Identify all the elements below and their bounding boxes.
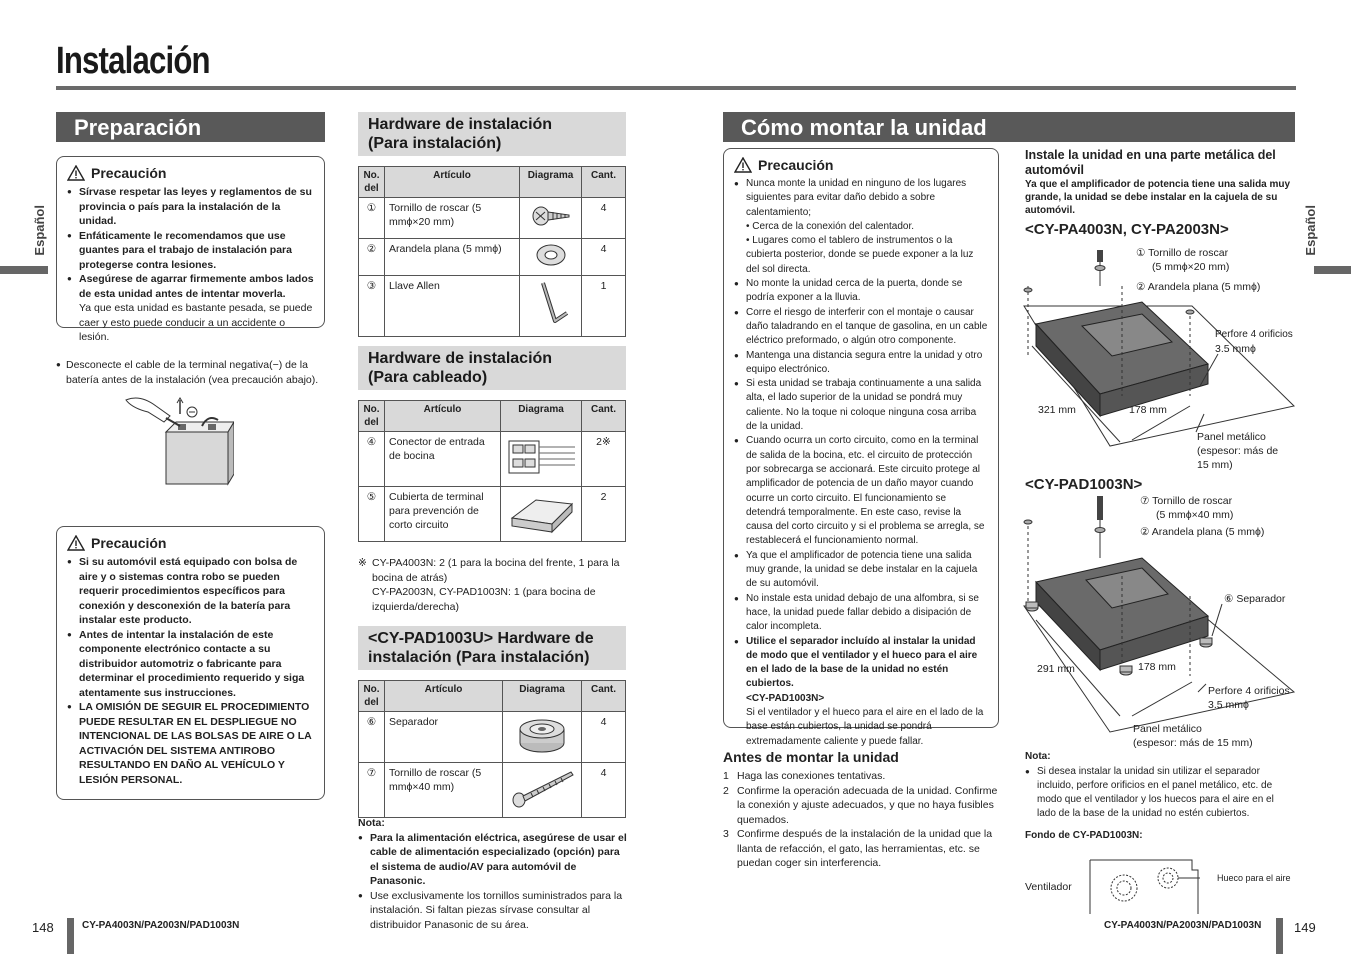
air-hole-label: Hueco para el aire — [1217, 873, 1291, 883]
list-item: ● Para la alimentación eléctrica, asegúrese de usar el cable de alimentación especializado (opción) para el sistema de audio/AV para automóvil de Panasonic. — [358, 831, 628, 889]
install-instructions: Instale la unidad en una parte metálica del automóvil Ya que el amplificador de potencia tiene una salida muy grande, la unidad se debe instalar en la cajuela de su automóvil. <CY-PA4003N, CY-PA2003N> — [1025, 148, 1297, 238]
vent-label: Ventilador — [1025, 881, 1072, 893]
list-item: ● Si esta unidad se trabaja continuamente a una salida alta, el lado superior de la unidad se pondrá muy caliente. No la toque ni coloque ninguna cosa arriba de la unidad. — [734, 377, 988, 434]
d2-dim-a: 291 mm — [1037, 663, 1075, 675]
list-item: <CY-PAD1003N> — [746, 692, 825, 704]
d1-screw: ① Tornillo de roscar (5 mmϕ×20 mm) — [1136, 247, 1230, 273]
warning-icon — [67, 165, 85, 181]
hw2-table — [358, 400, 626, 542]
list-item: ● Cuando ocurra un corto circuito, como en la terminal de salida de la bocina, etc. el circuito de protección por sobrecarga se accionará. Este circuito protege al amplificador de potencia de un daño mayor cuando ocurre un corto circuito. El funcionamiento se detendrá temporalmente. En este caso, revise la causa del corto circuito y si el problema se arregla, se restablecerá el funcionamiento normal. — [734, 434, 988, 548]
list-item: Ya que esta unidad es bastante pesada, se puede caer y esto puede conducir a un accidente o lesión. — [79, 302, 313, 343]
d2-washer: ② Arandela plana (5 mmϕ) — [1140, 526, 1265, 538]
page-number-left: 148 — [32, 920, 54, 935]
side-language-label-left: Español — [32, 205, 47, 256]
model-heading-1: <CY-PA4003N, CY-PA2003N> — [1025, 221, 1229, 238]
spacer-icon — [517, 715, 567, 755]
hw3-title: <CY-PAD1003U> Hardware de instalación (Para instalación) — [358, 626, 626, 670]
d2-dim-b: 178 mm — [1138, 661, 1176, 673]
table-row: ⑥ Separador 4 — [359, 712, 626, 763]
list-item: ● Mantenga una distancia segura entre la unidad y otro equipo electrónico. — [734, 349, 988, 378]
terminal-cover-icon — [506, 490, 576, 534]
d1-washer: ② Arandela plana (5 mmϕ) — [1136, 281, 1261, 293]
hw3-notes: Nota: ● Para la alimentación eléctrica, asegúrese de usar el cable de alimentación especializado (opción) para el sistema de audio/AV para automóvil de Panasonic. ● Use exclusivamente los tornillos suministrados para la instalación. Si faltan piezas sírvase consultar al distribuidor Panasonic de su área. — [358, 816, 628, 932]
before-mounting-title: Antes de montar la unidad — [723, 749, 899, 765]
side-tab-left — [0, 266, 48, 274]
list-item: ● Sírvase respetar las leyes y reglamentos de su provincia o país para la instalación de la unidad. — [67, 185, 314, 229]
table-header: Cant. — [582, 167, 626, 198]
warning-icon — [734, 157, 752, 173]
screw-icon — [529, 201, 573, 231]
connector-icon — [505, 435, 577, 479]
table-row: ⑦ Tornillo de roscar (5 mmϕ×40 mm) 4 — [359, 763, 626, 818]
step-text: Confirme la operación adecuada de la unidad. Confirme la conexión y ajuste adecuados, y que no haya fusibles quemados. — [737, 784, 998, 826]
footer-model-left: CY-PA4003N/PA2003N/PAD1003N — [82, 920, 240, 931]
list-item: ● Utilice el separador incluído al instalar la unidad de modo que el ventilador y el hueco para el aire en el lado de la base de la unidad no estén cubiertos. — [734, 635, 988, 692]
list-item: ● Nunca monte la unidad en ninguno de los lugares siguientes para evitar daño debido a sobre calentamiento; — [734, 177, 988, 220]
d2-panel: Panel metálico (espesor: más de 15 mm) — [1133, 723, 1253, 749]
d2-spacer: ⑥ Separador — [1224, 593, 1286, 605]
table-header: Cant. — [582, 401, 626, 432]
table-header: Cant. — [582, 681, 626, 712]
disconnect-note: ● Desconecte el cable de la terminal negativa(−) de la batería antes de la instalación (vea precaución abajo). — [56, 358, 326, 387]
model-heading-2: <CY-PAD1003N> — [1025, 476, 1143, 493]
side-language-label-right: Español — [1303, 205, 1318, 256]
caution-heading: Precaución — [734, 157, 988, 173]
battery-disconnect-illustration — [122, 392, 234, 492]
footer-model-right: CY-PA4003N/PA2003N/PAD1003N — [1104, 920, 1262, 931]
section-preparacion: Preparación — [56, 112, 325, 142]
caution-heading: Precaución — [67, 165, 314, 181]
warning-icon — [67, 535, 85, 551]
hw2-title: Hardware de instalación (Para cableado) — [358, 346, 626, 390]
side-tab-right — [1314, 266, 1351, 274]
table-header: Artículo — [385, 167, 520, 198]
d1-holes: Perfore 4 orificios 3.5 mmϕ — [1215, 329, 1293, 355]
d1-panel: Panel metálico (espesor: más de 15 mm) — [1197, 431, 1279, 471]
list-item: ● No instale esta unidad debajo de una alfombra, si se hace, la unidad puede fallar debido a disipación de calor incompleta. — [734, 592, 988, 635]
table-header: Diagrama — [520, 167, 582, 198]
step-text: Confirme después de la instalación de la unidad que la llanta de refacción, el gato, las herramientas, etc. se puedan coger sin interferencia. — [737, 828, 993, 869]
table-header: Artículo — [385, 681, 503, 712]
list-item: ● Corre el riesgo de interferir con el montaje o causar daño taladrando en el tanque de gasolina, en un cable eléctrico preformado, o algún otro componente. — [734, 306, 988, 349]
step-text: Haga las conexiones tentativas. — [737, 770, 886, 782]
long-screw-icon — [507, 766, 577, 810]
page-title: Instalación — [56, 40, 210, 82]
table-header: No. del — [359, 401, 385, 432]
washer-icon — [531, 242, 571, 268]
bottom-view-illustration — [1088, 858, 1200, 914]
table-header: No. del — [359, 167, 385, 198]
hw1-title: Hardware de instalación (Para instalación) — [358, 112, 626, 156]
footer-bar-right — [1276, 918, 1283, 954]
d1-dim-b: 178 mm — [1129, 404, 1167, 416]
d2-screw: ⑦ Tornillo de roscar (5 mmϕ×40 mm) — [1140, 495, 1234, 521]
list-item: ● Antes de intentar la instalación de este componente electrónico contacte a su distribuidor automotriz o fabricante para determinar el procedimiento requerido y siga atentamente sus instrucciones. — [67, 628, 314, 701]
table-row: ④ Conector de entrada de bocina 2※ — [359, 432, 626, 487]
d2-holes: Perfore 4 orificios 3.5 mmϕ — [1208, 685, 1290, 711]
list-item: • Lugares como el tablero de instrumentos o la cubierta posterior, donde se puede exponer a la luz del sol directa. — [746, 235, 974, 275]
hw3-table — [358, 680, 626, 818]
table-row: ⑤ Cubierta de terminal para prevención de corto circuito 2 — [359, 487, 626, 542]
list-item: • Cerca de la conexión del calentador. — [746, 220, 915, 232]
table-header: No. del — [359, 681, 385, 712]
right-nota: Nota: ● Si desea instalar la unidad sin utilizar el separador incluido, perfore orificios en el panel metálico, etc. de modo que el ventilador y los huecos para el aire en el lado de la base de la unidad no estén cubiertos. Fondo de CY-PAD1003N: — [1025, 750, 1295, 843]
list-item: ● No monte la unidad cerca de la puerta, donde se podría exponer a la lluvia. — [734, 277, 988, 306]
list-item: ● Asegúrese de agarrar firmemente ambos lados de esta unidad antes de intentar moverla. — [67, 272, 314, 301]
page-number-right: 149 — [1294, 920, 1316, 935]
title-rule — [56, 86, 1296, 90]
list-item: ● Enfáticamente le recomendamos que use guantes para el trabajo de instalación para protegerse contra lesiones. — [67, 229, 314, 273]
footer-bar-left — [67, 918, 74, 954]
list-item: ● Si su automóvil está equipado con bolsa de aire y o sistemas contra robo se pueden requerir procedimientos específicos para conexión y desconexión de la batería para instalar este producto. — [67, 555, 314, 628]
before-mounting: Antes de montar la unidad 1 Haga las conexiones tentativas. 2 Confirme la operación adecuada de la unidad. Confirme la conexión y ajuste adecuados, y que no haya fusibles quemados. 3 Confirme después de la instalación de la unidad que la llanta de refacción, el gato, las herramientas, etc. se puedan coger sin interferencia. — [723, 749, 998, 869]
caution-box-2 — [56, 526, 325, 800]
allen-key-icon — [531, 279, 571, 329]
table-header: Diagrama — [503, 681, 582, 712]
d1-dim-a: 321 mm — [1038, 404, 1076, 416]
table-row: ② Arandela plana (5 mmϕ) 4 — [359, 239, 626, 276]
list-item: ● LA OMISIÓN DE SEGUIR EL PROCEDIMIENTO PUEDE RESULTAR EN EL DESPLIEGUE NO INTENCIONAL DE LAS BOLSAS DE AIRE O LA ACTIVACIÓN DEL SISTEMA ANTIROBO RESULTANDO EN DAÑO AL VEHÍCULO Y LESIÓN PERSONAL. — [67, 700, 314, 787]
hw2-footnote: ※ CY-PA4003N: 2 (1 para la bocina del frente, 1 para la bocina de atrás) CY-PA2003N, CY-PAD1003N: 1 (para bocina de izquierda/derecha) — [358, 557, 620, 613]
table-row: ① Tornillo de roscar (5 mmϕ×20 mm) 4 — [359, 198, 626, 239]
table-header: Diagrama — [501, 401, 582, 432]
table-row: ③ Llave Allen 1 — [359, 276, 626, 337]
list-item: ● Use exclusivamente los tornillos suministrados para la instalación. Si faltan piezas sírvase consultar al distribuidor Panasonic de su área. — [358, 889, 628, 933]
list-item: Si el ventilador y el hueco para el aire en el lado de la base están cubiertos, la unidad se pondrá extremadamente caliente y puede fallar. — [746, 706, 984, 747]
section-como-montar: Cómo montar la unidad — [723, 112, 1295, 142]
caution-heading: Precaución — [67, 535, 314, 551]
caution-box-1 — [56, 156, 325, 343]
hw1-table — [358, 166, 626, 337]
list-item: ● Ya que el amplificador de potencia tiene una salida muy grande, la unidad se debe instalar en la cajuela de su automóvil. — [734, 549, 988, 592]
table-header: Artículo — [385, 401, 501, 432]
mount-caution-box — [723, 148, 999, 747]
